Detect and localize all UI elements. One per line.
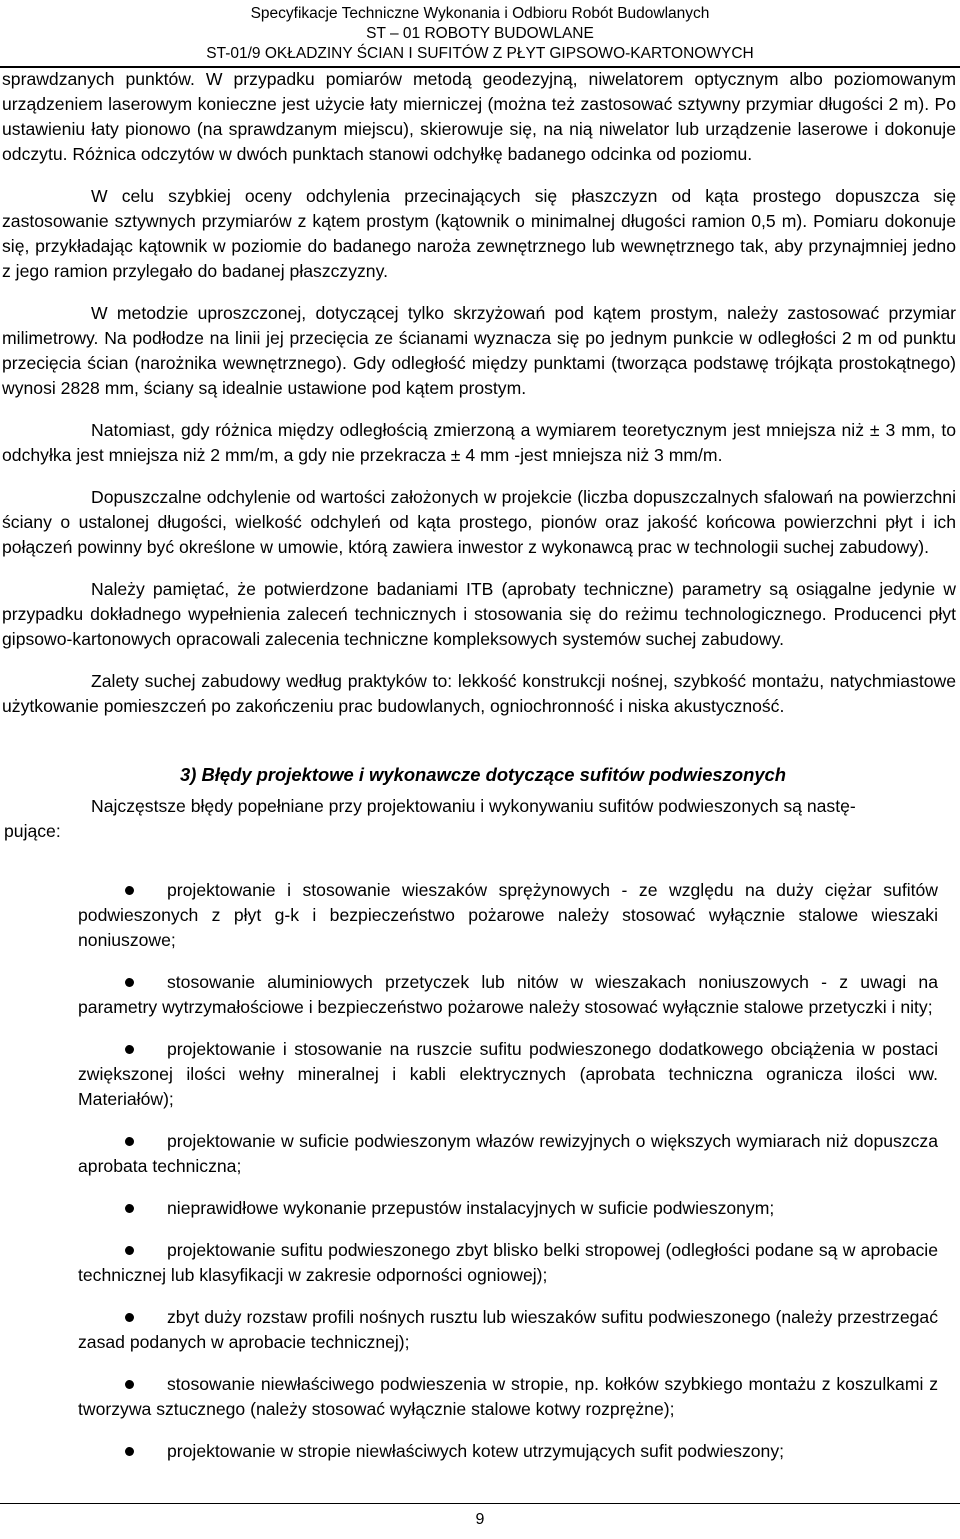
bullet-icon	[125, 1137, 134, 1146]
list-item-text: stosowanie aluminiowych przetyczek lub nitów w wieszakach noniuszowych - z uwagi na parametry wytrzymałościowe i bezpieczeństwo pożarowe należy stosować wyłącznie stalowe przetyczki i nity;	[78, 972, 938, 1017]
list-item-text: projektowanie i stosowanie na ruszcie sufitu podwieszonego dodatkowego obciążenia w postaci zwiększonej ilości wełny mineralnej i kabli elektrycznych (aprobata techniczna ogranicza ilości ww. Materiałów);	[78, 1039, 938, 1109]
list-item-text: nieprawidłowe wykonanie przepustów instalacyjnych w suficie podwieszonym;	[167, 1198, 775, 1218]
paragraph-simplified-method: W metodzie uproszczonej, dotyczącej tylko skrzyżowań pod kątem prostym, należy zastosować przymiar milimetrowy. Na podłodze na linii jej przecięcia ze ścianami wyznacza się po jednym punkcie w odległości 2 m od punktu przecięcia ścian (narożnika wewnętrznego). Gdy odległość między punktami (tworząca podstawę trójkąta prostokątnego) wynosi 2828 mm, ściany są idealnie ustawione pod kątem prostym.	[2, 303, 956, 398]
page-number: 9	[475, 1511, 485, 1528]
list-item	[78, 878, 938, 953]
paragraph-tolerance: Natomiast, gdy różnica między odległością zmierzoną a wymiarem teoretycznym jest mniejsza niż ± 3 mm, to odchyłka jest mniejsza niż 2 mm/m, a gdy nie przekracza ± 4 mm -jest mniejsza niż 3 mm/m.	[2, 420, 956, 465]
section-intro	[2, 794, 956, 854]
list-item	[78, 1439, 938, 1464]
bullet-icon	[125, 886, 134, 895]
list-item-text: projektowanie w stropie niewłaściwych kotew utrzymujących sufit podwieszony;	[167, 1441, 785, 1461]
document-body	[2, 67, 956, 1481]
header-line-section: ST-01/9 OKŁADZINY ŚCIAN I SUFITÓW Z PŁYT GIPSOWO-KARTONOWYCH	[206, 45, 754, 62]
paragraph-measurement: sprawdzanych punktów. W przypadku pomiarów metodą geodezyjną, niwelatorem optycznym albo poziomowanym urządzeniem laserowym konieczne jest użycie łaty mierniczej (można też zastosować sztywny przymiar długości 2 m). Po ustawieniu łaty pionowo (na sprawdzanym miejscu), skierowuje się, na nią niwelator lub urządzenie laserowe i dokonuje odczytu. Różnica odczytów w dwóch punktach stanowi odchyłkę badanego odcinka od poziomu.	[2, 69, 956, 164]
list-item-text: projektowanie w suficie podwieszonym włazów rewizyjnych o większych wymiarach niż dopuszcza aprobata techniczna;	[78, 1131, 938, 1176]
paragraph-allowed-deviation: Dopuszczalne odchylenie od wartości założonych w projekcie (liczba dopuszczalnych sfalowań na powierzchni ściany o ustalonej długości, wielkość odchyleń od kąta prostego, pionów oraz jakość końcowa powierzchni płyt i ich połączeń powinny być określone w umowie, którą zawiera inwestor z wykonawcą prac w technologii suchej zabudowy).	[2, 487, 956, 557]
list-item	[78, 1238, 938, 1288]
list-item	[78, 970, 938, 1020]
footer-divider	[0, 1503, 960, 1504]
list-item-text: zbyt duży rozstaw profili nośnych rusztu lub wieszaków sufitu podwieszonego (należy przestrzegać zasad podanych w aprobacie technicznej);	[78, 1307, 938, 1352]
bullet-icon	[125, 1246, 134, 1255]
bullet-icon	[125, 1447, 134, 1456]
error-list	[78, 878, 938, 1464]
section-intro-tail: pujące:	[4, 821, 61, 841]
list-item-text: stosowanie niewłaściwego podwieszenia w stropie, np. kołków szybkiego montażu z koszulkami z tworzywa sztucznego (należy stosować wyłącznie stalowe kotwy rozprężne);	[78, 1374, 938, 1419]
list-item-text: projektowanie i stosowanie wieszaków sprężynowych - ze względu na duży ciężar sufitów podwieszonych z płyt g-k i bezpieczeństwo pożarowe należy stosować wyłącznie stalowe wieszaki noniuszowe;	[78, 880, 938, 950]
bullet-icon	[125, 1380, 134, 1389]
bullet-icon	[125, 1204, 134, 1213]
list-item	[78, 1037, 938, 1112]
list-item	[78, 1129, 938, 1179]
bullet-icon	[125, 1313, 134, 1322]
list-item-text: projektowanie sufitu podwieszonego zbyt blisko belki stropowej (odległości podane są w aprobacie technicznej lub klasyfikacji w zakresie odporności ogniowej);	[78, 1240, 938, 1285]
header-line-spec: Specyfikacje Techniczne Wykonania i Odbioru Robót Budowlanych	[250, 5, 710, 22]
section-intro-main: Najczęstsze błędy popełniane przy projektowaniu i wykonywaniu sufitów podwieszonych są nastę-	[91, 796, 856, 816]
bullet-icon	[125, 1045, 134, 1054]
list-item	[78, 1372, 938, 1422]
list-item	[78, 1305, 938, 1355]
document-header	[180, 4, 780, 64]
section-heading: 3) Błędy projektowe i wykonawcze dotyczące sufitów podwieszonych	[180, 764, 787, 785]
paragraph-angle-check: W celu szybkiej oceny odchylenia przecinających się płaszczyzn od kąta prostego dopuszcza się zastosowanie sztywnych przymiarów z kątem prostym (kątownik o minimalnej długości ramion 0,5 m). Pomiaru dokonuje się, przykładając kątownik w poziomie do badanego naroża zewnętrznego lub wewnętrznego tak, aby przynajmniej jedno z jego ramion przylegało do badanej płaszczyzny.	[2, 186, 956, 281]
paragraph-advantages: Zalety suchej zabudowy według praktyków to: lekkość konstrukcji nośnej, szybkość montażu, natychmiastowe użytkowanie pomieszczeń po zakończeniu prac budowlanych, ogniochronność i niska akustyczność.	[2, 671, 956, 716]
bullet-icon	[125, 978, 134, 987]
header-line-st: ST – 01 ROBOTY BUDOWLANE	[366, 25, 594, 42]
list-item	[78, 1196, 938, 1221]
paragraph-itb-note: Należy pamiętać, że potwierdzone badaniami ITB (aprobaty techniczne) parametry są osiągalne jedynie w przypadku dokładnego wypełnienia zaleceń technicznych i stosowania się do reżimu technologicznego. Producenci płyt gipsowo-kartonowych opracowali zalecenia techniczne kompleksowych systemów suchej zabudowy.	[2, 579, 956, 649]
